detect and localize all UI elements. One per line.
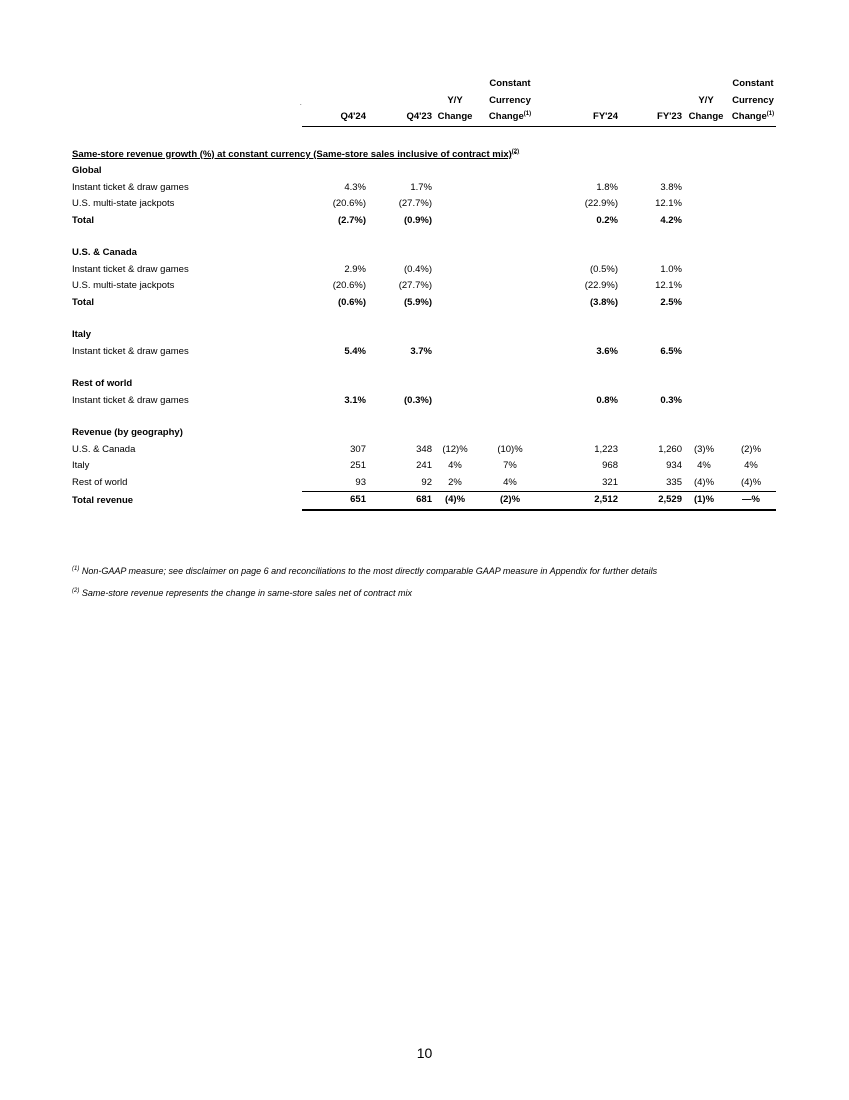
col-q4-23: Q4'23 — [366, 76, 432, 126]
table-row-total: Total (2.7%) (0.9%) 0.2% 4.2% — [72, 214, 682, 226]
page-number: 10 — [416, 1045, 433, 1061]
col-yy-change: Y/Y Change — [432, 76, 478, 126]
table-row: U.S. multi-state jackpots (20.6%) (27.7%) (22.9%) 12.1% — [72, 198, 682, 209]
table-row: Instant ticket & draw games 3.1% (0.3%) 0.8% 0.3% — [72, 394, 682, 406]
footnote-2: $^{(2)}$ Same-store revenue represents the change in same-store sales net of contract mix — [72, 588, 413, 598]
header-row — [72, 76, 776, 126]
section-title-row: Same-store revenue growth (%) at constant currency (Same-store sales inclusive of contract mix)$^{(2)}$ — [72, 148, 520, 160]
table-row: Instant ticket & draw games 5.4% 3.7% 3.6% 6.5% — [72, 345, 682, 357]
table-row: Instant ticket & draw games 4.3% 1.7% 1.8% 3.8% — [72, 181, 682, 193]
col-fy24: FY'24 — [536, 76, 618, 126]
col-fy-constant-currency: Constant Currency Change$^{(1)}$ — [726, 76, 776, 126]
table-row: Italy 251 241 4% 7% 968 934 4% 4% — [72, 460, 758, 471]
col-constant-currency: Constant Currency Change$^{(1)}$ — [478, 76, 536, 126]
section-title: Same-store revenue growth (%) at constant currency (Same-store sales inclusive of contract mix) — [72, 148, 512, 160]
table-row: U.S. & Canada 307 348 (12)% (10)% 1,223 1,260 (3)% (2)% — [72, 443, 762, 455]
group-global-title: Global — [72, 165, 102, 176]
table-row: Rest of world 93 92 2% 4% 321 335 (4)% (4)% — [72, 476, 762, 488]
table-row: Instant ticket & draw games 2.9% (0.4%) (0.5%) 1.0% — [72, 263, 682, 275]
col-fy23: FY'23 — [618, 76, 682, 126]
group-revenue-title: Revenue (by geography) — [72, 427, 183, 438]
group-row-title: Rest of world — [72, 378, 133, 389]
group-italy-title: Italy — [72, 329, 92, 340]
col-q4-24: Q4'24 — [302, 76, 366, 126]
table-row-total-revenue: Total revenue 651 681 (4)% (2)% 2,512 2,529 (1)% —% — [72, 492, 776, 510]
stray-dot: . — [300, 101, 302, 107]
footnote-1: $^{(1)}$ Non-GAAP measure; see disclaimer on page 6 and reconciliations to the most directly comparable GAAP measure in Appendix for further details — [72, 566, 658, 576]
col-fy-yy-change: Y/Y Change — [682, 76, 726, 126]
financial-table — [72, 76, 776, 511]
table-row-total: Total (0.6%) (5.9%) (3.8%) 2.5% — [72, 296, 682, 308]
group-usc-title: U.S. & Canada — [72, 247, 137, 258]
table-row: U.S. multi-state jackpots (20.6%) (27.7%) (22.9%) 12.1% — [72, 280, 682, 291]
